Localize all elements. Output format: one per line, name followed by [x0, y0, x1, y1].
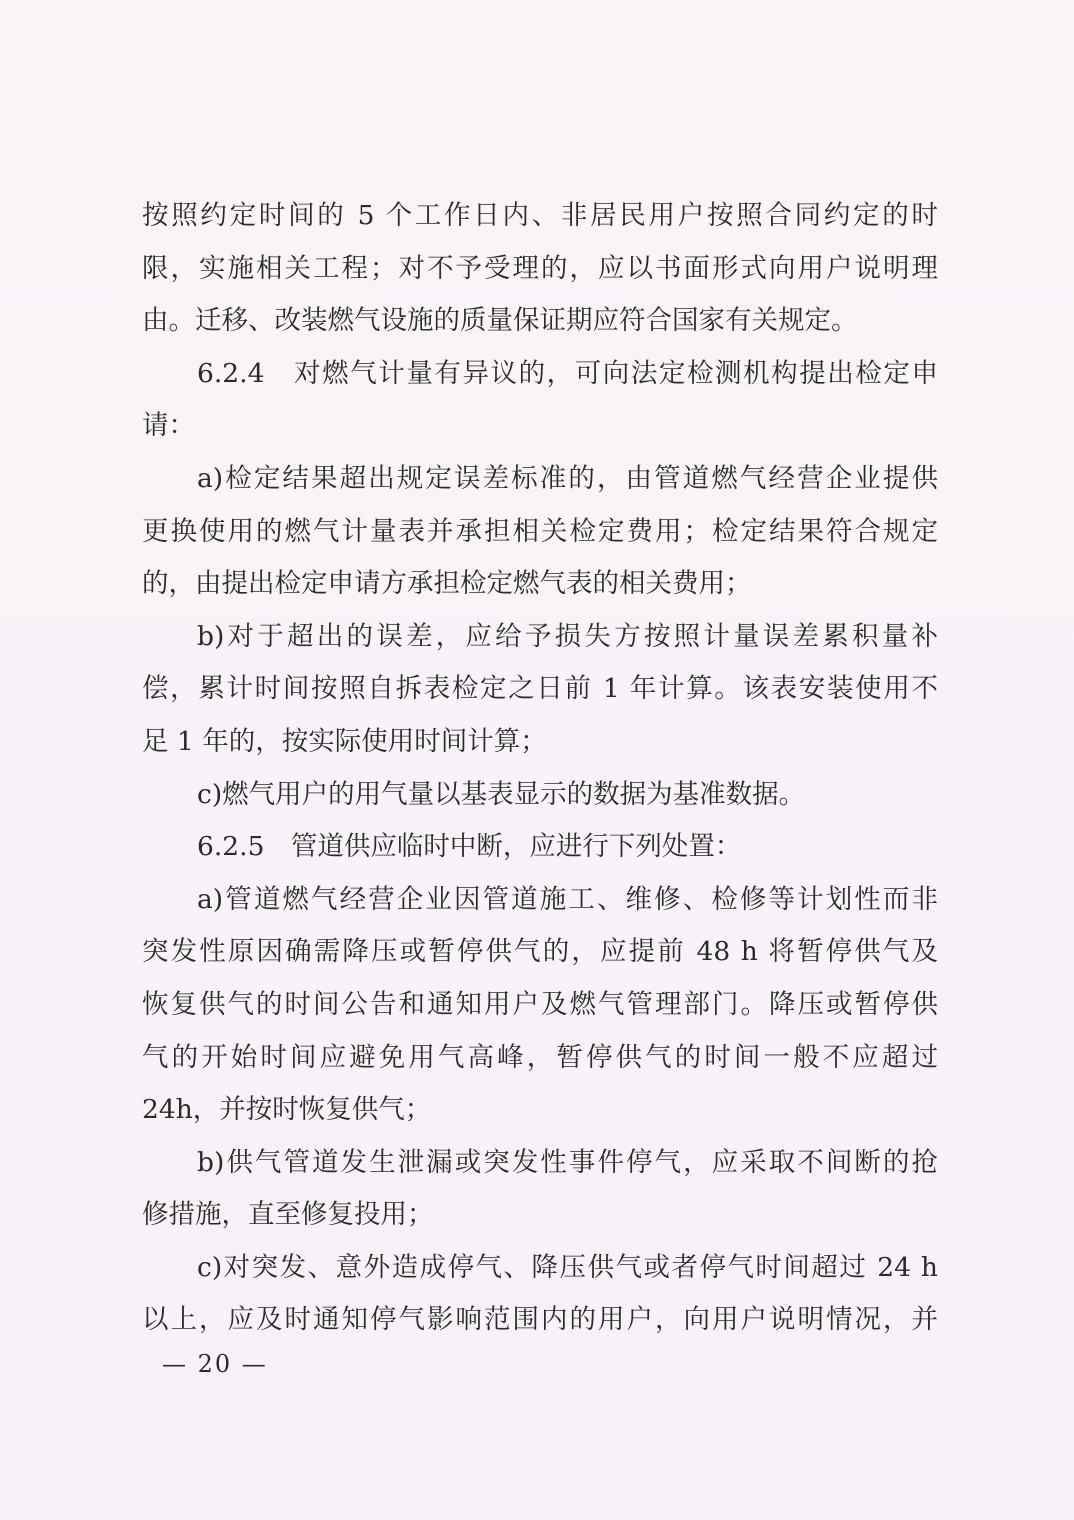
- text-line: 6.2.5 管道供应临时中断，应进行下列处置：: [197, 831, 742, 863]
- text-line: 的，由提出检定申请方承担检定燃气表的相关费用；: [142, 568, 752, 600]
- text-line: 足 1 年的，按实际使用时间计算；: [142, 725, 547, 757]
- text-line: 限，实施相关工程；对不予受理的，应以书面形式向用户说明理: [142, 252, 938, 284]
- text-line: b)供气管道发生泄漏或突发性事件停气，应采取不间断的抢: [197, 1146, 938, 1178]
- body-text: [142, 190, 938, 1347]
- page-number: — 20 —: [162, 1350, 268, 1378]
- text-line: 24h，并按时恢复供气；: [142, 1094, 432, 1126]
- text-line: 以上，应及时通知停气影响范围内的用户，向用户说明情况，并: [142, 1304, 938, 1336]
- text-line: b)对于超出的误差，应给予损失方按照计量误差累积量补: [197, 620, 938, 652]
- text-line: 修措施，直至修复投用；: [142, 1199, 434, 1231]
- text-line: a)管道燃气经营企业因管道施工、维修、检修等计划性而非: [197, 883, 938, 915]
- text-line: 按照约定时间的 5 个工作日内、非居民用户按照合同约定的时: [142, 200, 938, 231]
- text-line: a)检定结果超出规定误差标准的，由管道燃气经营企业提供: [197, 462, 938, 494]
- text-line: 气的开始时间应避免用气高峰，暂停供气的时间一般不应超过: [142, 1041, 938, 1073]
- text-line: 由。迁移、改装燃气设施的质量保证期应符合国家有关规定。: [142, 305, 858, 337]
- text-line: c)燃气用户的用气量以基表显示的数据为基准数据。: [197, 778, 806, 810]
- text-line: 请：: [142, 410, 195, 442]
- text-line: 6.2.4 对燃气计量有异议的，可向法定检测机构提出检定申: [197, 357, 938, 389]
- text-line: 更换使用的燃气计量表并承担相关检定费用；检定结果符合规定: [142, 515, 938, 547]
- text-line: 偿，累计时间按照自拆表检定之日前 1 年计算。该表安装使用不: [142, 673, 938, 705]
- text-line: 突发性原因确需降压或暂停供气的，应提前 48 h 将暂停供气及: [142, 936, 938, 968]
- text-line: 恢复供气的时间公告和通知用户及燃气管理部门。降压或暂停供: [142, 988, 938, 1020]
- text-line: c)对突发、意外造成停气、降压供气或者停气时间超过 24 h: [197, 1251, 938, 1283]
